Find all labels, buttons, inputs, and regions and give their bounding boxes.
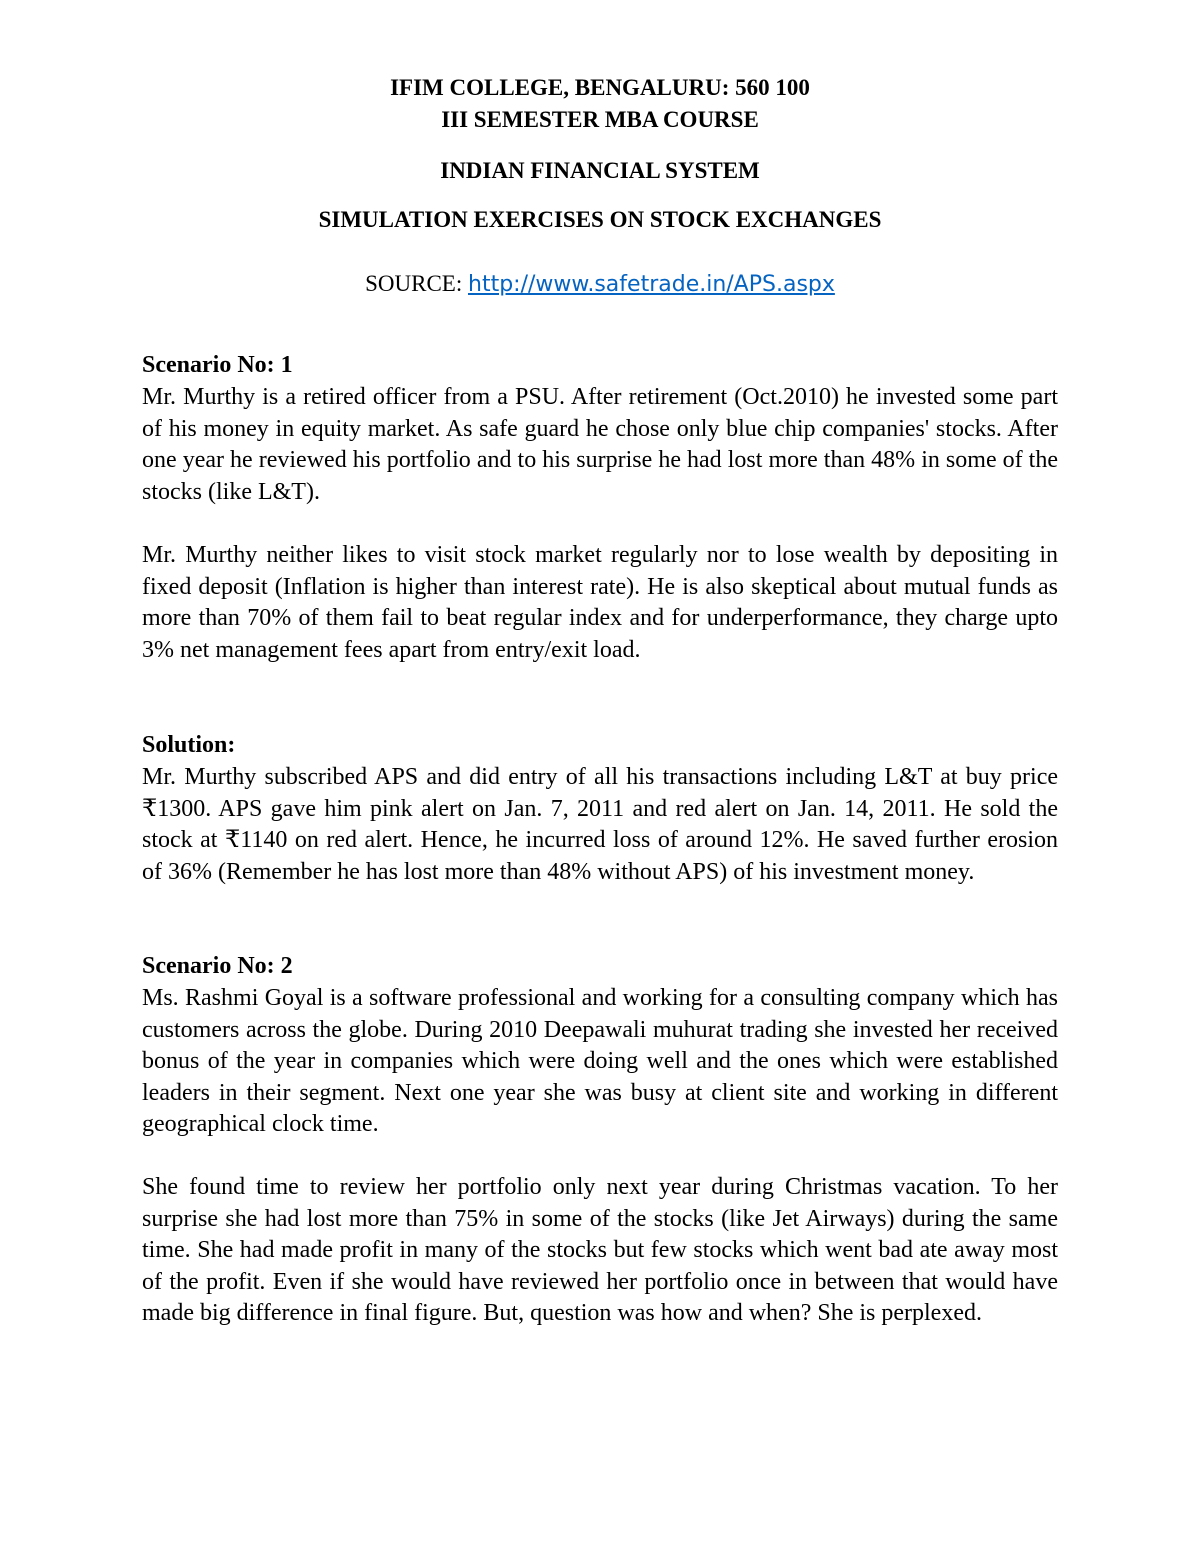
source-link[interactable]: http://www.safetrade.in/APS.aspx: [468, 272, 835, 297]
college-heading: IFIM COLLEGE, BENGALURU: 560 100: [390, 75, 810, 100]
document-title: SIMULATION EXERCISES ON STOCK EXCHANGES: [318, 207, 882, 232]
scenario-1-paragraph-1: Mr. Murthy is a retired officer from a PSU. After retirement (Oct.2010) he invested some part of his money in equity market. As safe guard he chose only blue chip companies' stocks. After one year he reviewed his portfolio and to his surprise he had lost more than 48% in some of the stocks (like L&T).: [142, 384, 1058, 505]
source-line: [0, 268, 1200, 300]
subject-heading: INDIAN FINANCIAL SYSTEM: [440, 158, 760, 183]
course-heading: III SEMESTER MBA COURSE: [441, 107, 759, 132]
solution-heading: Solution:: [142, 732, 236, 758]
source-label: SOURCE:: [365, 271, 468, 296]
scenario-1-heading: Scenario No: 1: [142, 352, 293, 378]
scenario-2-paragraph-1: Ms. Rashmi Goyal is a software professional and working for a consulting company which has customers across the globe. During 2010 Deepawali muhurat trading she invested her received bonus of the year in companies which were doing well and the ones which were established leaders in their segment. Next one year she was busy at client site and working in different geographical clock time.: [142, 985, 1058, 1137]
scenario-2-paragraph-2: She found time to review her portfolio only next year during Christmas vacation. To her surprise she had lost more than 75% in some of the stocks (like Jet Airways) during the same time. She had made profit in many of the stocks but few stocks which went bad ate away most of the profit. Even if she would have reviewed her portfolio once in between that would have made big difference in final figure. But, question was how and when? She is perplexed.: [142, 1174, 1058, 1326]
scenario-2-heading: Scenario No: 2: [142, 953, 293, 979]
scenario-1-paragraph-2: Mr. Murthy neither likes to visit stock market regularly nor to lose wealth by depositing in fixed deposit (Inflation is higher than interest rate). He is also skeptical about mutual funds as more than 70% of them fail to beat regular index and for underperformance, they charge upto 3% net management fees apart from entry/exit load.: [142, 542, 1058, 663]
solution-paragraph: Mr. Murthy subscribed APS and did entry of all his transactions including L&T at buy price ₹1300. APS gave him pink alert on Jan. 7, 2011 and red alert on Jan. 14, 2011. He sold the stock at ₹1140 on red alert. Hence, he incurred loss of around 12%. He saved further erosion of 36% (Remember he has lost more than 48% without APS) of his investment money.: [142, 764, 1058, 885]
